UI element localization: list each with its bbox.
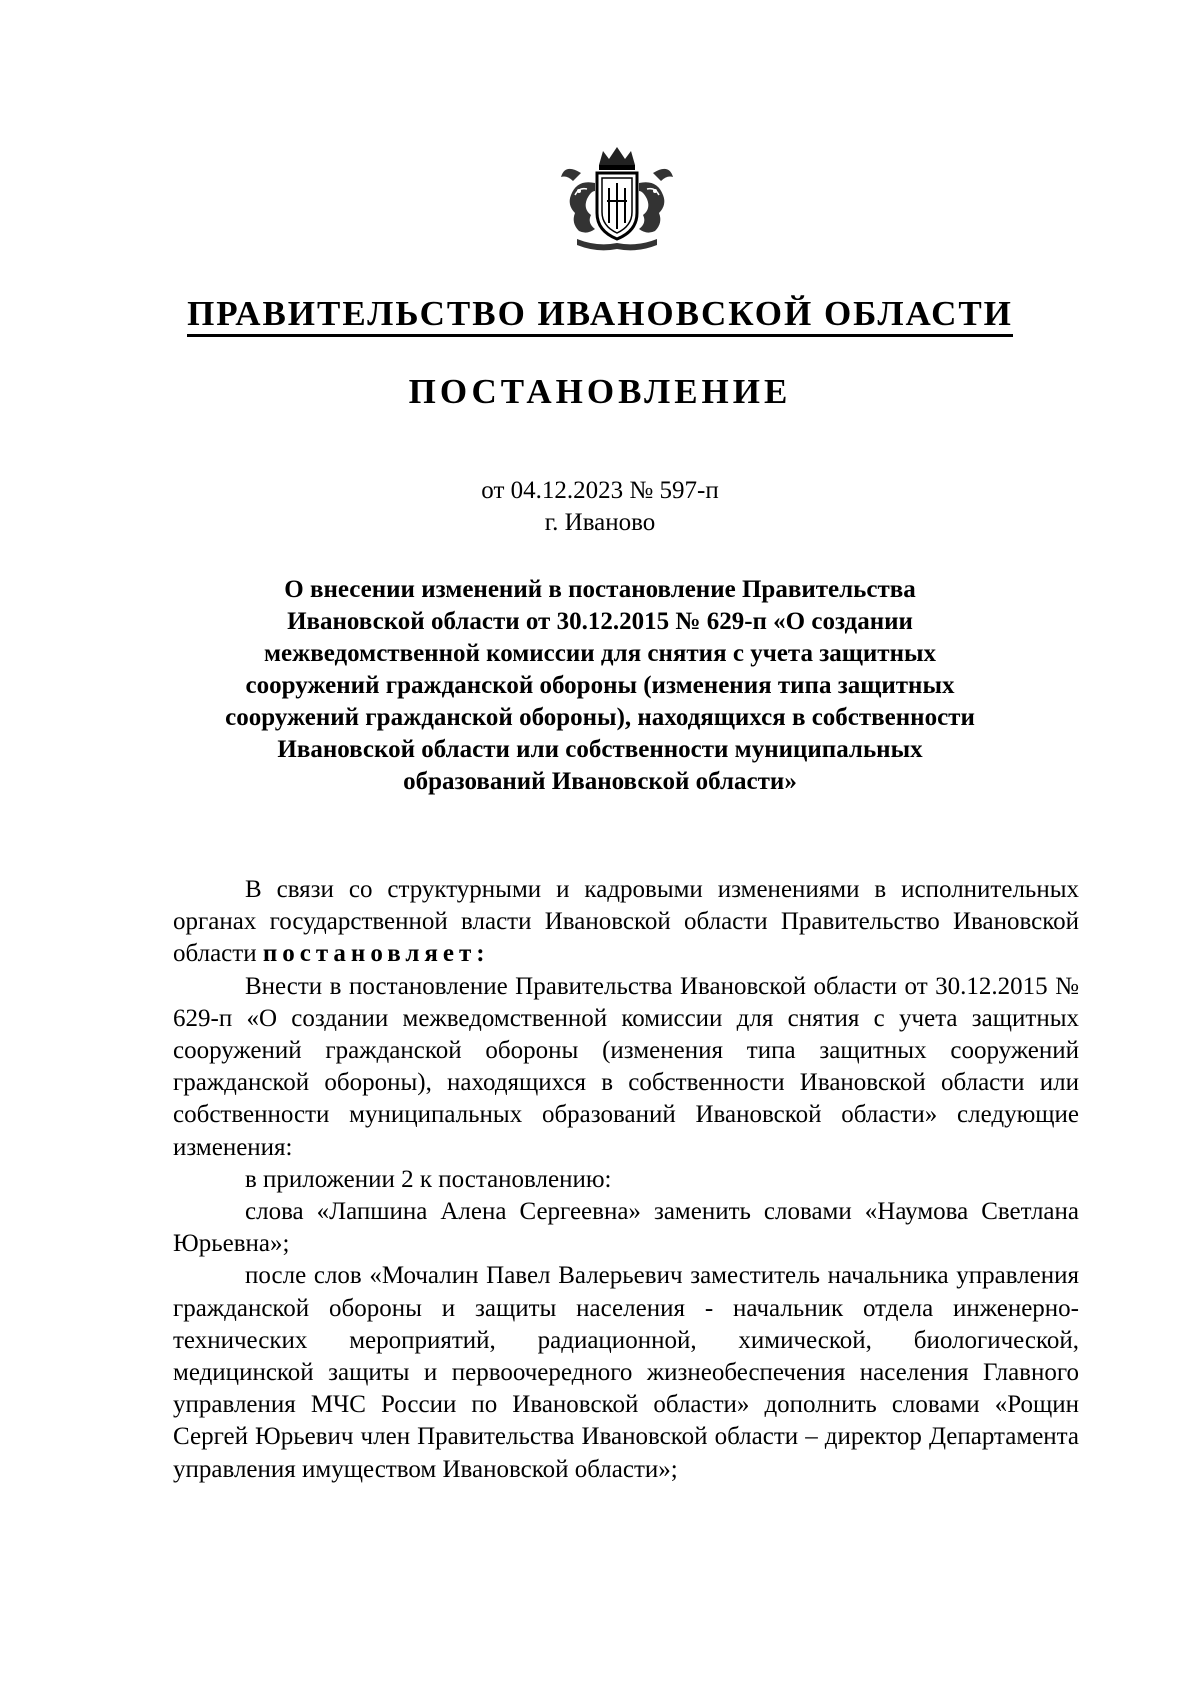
subject-line: О внесении изменений в постановление Правительства [284, 576, 916, 603]
subject-line: Ивановской области или собственности муниципальных [277, 736, 923, 763]
city: г. Иваново [544, 509, 656, 536]
document-body [173, 874, 1079, 1486]
preamble-text: В связи со структурными и кадровыми изменениями в исполнительных органах государственной власти Ивановской области Правительство Ивановской области [173, 876, 1079, 968]
date-number: от 04.12.2023 № 597-п [481, 477, 719, 504]
subject-line: сооружений гражданской обороны), находящихся в собственности [225, 704, 975, 731]
body-paragraph-preamble [173, 874, 1079, 971]
body-paragraph-appendix: в приложении 2 к постановлению: [245, 1165, 612, 1193]
government-title [0, 292, 1200, 337]
body-paragraph-amendment: Внести в постановление Правительства Ивановской области от 30.12.2015 № 629-п «О создании межведомственной комиссии для снятия с учета защитных сооружений гражданской обороны (изменения типа защитных сооружений гражданской обороны), находящихся в собственности Ивановской области или собственности муниципальных образований Ивановской области» следующие изменения: [173, 972, 1079, 1161]
document-subject [150, 574, 1050, 798]
coat-of-arms-icon [557, 143, 677, 253]
subject-line: образований Ивановской области» [403, 768, 797, 795]
subject-line: сооружений гражданской обороны (изменения типа защитных [245, 672, 955, 699]
subject-line: межведомственной комиссии для снятия с учета защитных [263, 640, 936, 667]
subject-line: Ивановской области от 30.12.2015 № 629-п «О создании [287, 608, 913, 635]
government-title-text: ПРАВИТЕЛЬСТВО ИВАНОВСКОЙ ОБЛАСТИ [187, 294, 1013, 337]
resolves-word: постановляет: [262, 940, 490, 968]
body-paragraph-addition: после слов «Мочалин Павел Валерьевич заместитель начальника управления гражданской обороны и защиты населения - начальник отдела инженерно-технических мероприятий, радиационной, химической, биологической, медицинской защиты и первоочередного жизнеобеспечения населения Главного управления МЧС России по Ивановской области» дополнить словами «Рощин Сергей Юрьевич член Правительства Ивановской области – директор Департамента управления имуществом Ивановской области»; [173, 1262, 1079, 1483]
body-paragraph-replace: слова «Лапшина Алена Сергеевна» заменить словами «Наумова Светлана Юрьевна»; [173, 1198, 1079, 1258]
document-type: ПОСТАНОВЛЕНИЕ [408, 372, 792, 411]
